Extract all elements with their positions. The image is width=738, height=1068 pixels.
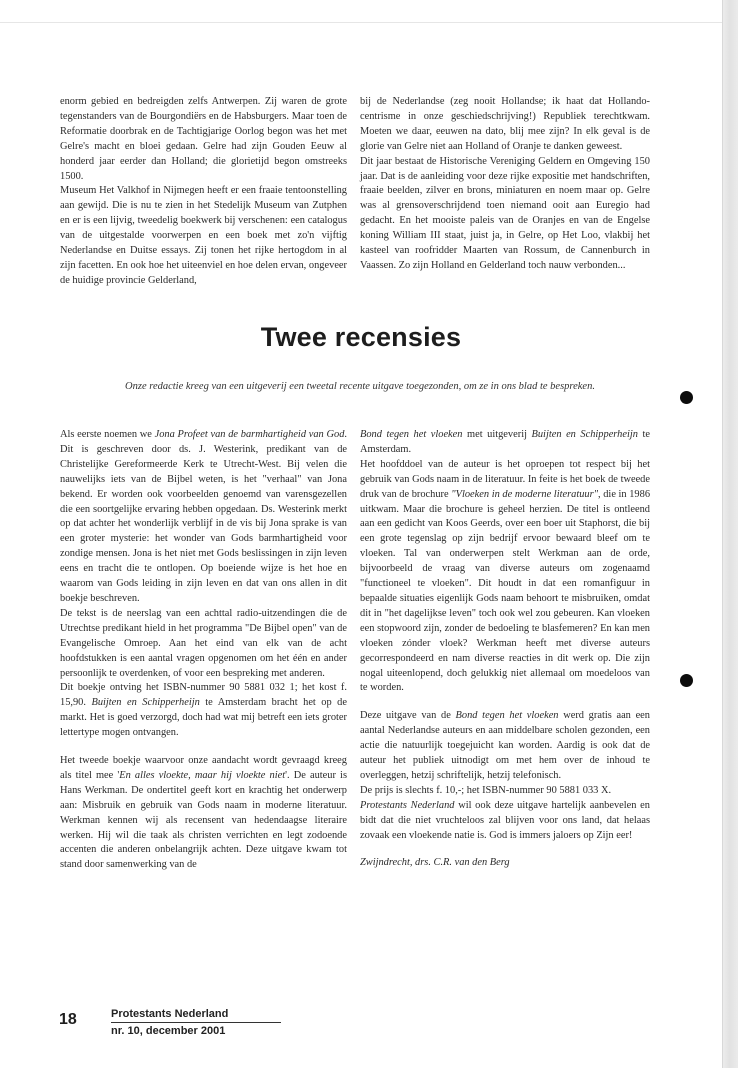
top-right-column (360, 95, 650, 274)
paragraph: De prijs is slechts f. 10,-; het ISBN-nummer 90 5881 033 X. (360, 784, 612, 796)
organization-name: Bond tegen het vloeken (455, 710, 559, 722)
page-number: 18 (59, 1011, 77, 1028)
paragraph: Dit boekje ontving het ISBN-nummer 90 5881 032 1; het kost f. 15,90. Buijten en Schipperheijn te Amsterdam bracht het op de markt. Het is goed verzorgd, doch had wat mij betreft een iets groter lettertype mogen ontvangen. (60, 682, 347, 739)
punch-hole (680, 674, 693, 687)
paragraph: Bond tegen het vloeken met uitgeverij Buijten en Schipperheijn te Amsterdam. (360, 429, 650, 455)
top-left-column (60, 95, 347, 289)
paragraph: bij de Nederlandse (zeg nooit Hollandse; ik haat dat Hollando-centrisme in onze geschiedschrijving!) Republiek terechtkwam. Moeten we daar, eeuwen na dato, blij mee zijn? In elk geval is de glorie van Gelre niet aan Holland of Oranje te danken geweest. (360, 96, 650, 152)
page-footer (111, 1007, 281, 1038)
paragraph: Museum Het Valkhof in Nijmegen heeft er een fraaie tentoonstelling aan gewijd. Die is nu te zien in het Stedelijk Museum van Zutphen en er is een lijvig, tweedelig boekwerk bij verschenen: een catalogus van de uitgestalde voorwerpen en een boek met zo'n vijftig Nederlandse en Duitse essays. Zij tonen het rijke hertogdom in al zijn facetten. En ook hoe het uiteenviel en hoe delen ervan, ongeveer de huidige provincie Gelderland, (60, 185, 347, 286)
magazine-name: Protestants Nederland (360, 799, 455, 811)
brochure-title: "Vloeken in de moderne literatuur" (451, 488, 599, 500)
footer-rule (111, 1022, 281, 1023)
publisher-name: Buijten en Schipperheijn (531, 429, 638, 440)
footer-issue: nr. 10, december 2001 (111, 1025, 226, 1037)
footer-magazine-name: Protestants Nederland (111, 1008, 229, 1020)
scan-edge (722, 0, 738, 1068)
paragraph: Protestants Nederland wil ook deze uitgave hartelijk aanbevelen en bidt dat die niet vruchteloos zal blijven voor ons land, dat helaas zovaak een vloekende natie is. God is immers jaloers op Zijn eer! (360, 799, 650, 841)
top-edge-line (0, 22, 722, 23)
publisher-name: Buijten en Schipperheijn (91, 697, 200, 709)
section-intro: Onze redactie kreeg van een uitgeverij een tweetal recente uitgave toegezonden, om ze in ons blad te bespreken. (125, 381, 595, 392)
review-right-column (360, 428, 650, 871)
punch-hole (680, 391, 693, 404)
organization-name: Bond tegen het vloeken (360, 429, 463, 440)
section-heading: Twee recensies (260, 322, 462, 352)
review-left-column (60, 428, 347, 873)
paragraph: De tekst is de neerslag van een achttal radio-uitzendingen die de Utrechtse predikant hield in het programma "De Bijbel open" van de Evangelische Omroep. Aan het eind van elk van de acht hoofdstukken is een aantal vragen opgenomen om het één en ander persoonlijk te overdenken, of voor een bespreking met anderen. (60, 607, 347, 679)
paragraph: enorm gebied en bedreigden zelfs Antwerpen. Zij waren de grote tegenstanders van de Bourgondiërs en de Habsburgers. Maar toen de Reformatie doorbrak en de Tachtigjarige Oorlog begon was het met Gelre's macht en bloei gedaan. Gelre had zijn Gouden Eeuw al honderd jaar eerder dan Holland; die glorietijd begon omstreeks 1500. (60, 96, 347, 182)
paragraph: Dit jaar bestaat de Historische Vereniging Geldern en Omgeving 150 jaar. Dat is de aanleiding voor deze rijke expositie met handschriften, fraaie beelden, zilver en brons, miniaturen en noem maar op. Gelre was al grensoverschrijdend toen niemand ooit aan Euregio had gedacht. En het mooiste paleis van de Oranjes en van de Engelse koning William III staat, juist ja, in Gelre, op Het Loo, vlakbij het kasteel van roofridder Maarten van Rossum, de Cannenburch in Vaassen. Zo zijn Holland en Gelderland toch nauw verbonden... (360, 155, 650, 271)
author-signature: Zwijndrecht, drs. C.R. van den Berg (360, 857, 510, 869)
paragraph: Deze uitgave van de Bond tegen het vloeken werd gratis aan een aantal Nederlandse auteurs en aan middelbare scholen gezonden, een actie die natuurlijk toegejuicht kan worden. Aardig is ook dat de auteur het publiek uitnodigt om met hem over de inhoud te overleggen, hetzij schriftelijk, hetzij telefonisch. (360, 710, 650, 781)
book-title: En alles vloekte, maar hij vloekte niet (119, 769, 286, 781)
paragraph: Als eerste noemen we Jona Profeet van de barmhartigheid van God. Dit is geschreven door ds. J. Westerink, predikant van de Christelijke Gereformeerde Kerk te Utrecht-West. Bij velen die nauwelijks iets van de Bijbel weten, is het "verhaal" van Jona bekend. Er worden ook voorbeelden genoemd van varensgezellen die een soortgelijke ervaring hebben opgedaan. Ds. Westerink merkt op dat achter het wonderlijk verblijf in de vis bij Jona sprake is van een groter mysterie: het wonder van Gods barmhartigheid voor zondige mensen. Jona is het niet met Gods beslissingen in zijn leven eens en tracht die te ontlopen. Op boeiende wijze is het hoe en waarom van Gods leiding in zijn leven en dat van ons allen in dit boekje beschreven. (60, 429, 347, 604)
paragraph: Het tweede boekje waarvoor onze aandacht wordt gevraagd kreeg als titel mee 'En alles vloekte, maar hij vloekte niet'. De auteur is Hans Werkman. De ondertitel geeft kort en krachtig het onderwerp aan: Misbruik en gebruik van Gods naam in moderne literatuur. Werkman kennen wij als recensent van hedendaagse literaire werken. Hij wil die taak als christen verrichten en legt zodoende accenten die anderen onbelangrijk achten. Deze uitgave kwam tot stand door samenwerking van de (60, 755, 347, 871)
book-title: Jona Profeet van de barmhartigheid van God (154, 429, 345, 440)
paragraph: Het hoofddoel van de auteur is het oproepen tot respect bij het gebruik van Gods naam in de literatuur. In feite is het boek de tweede druk van de brochure "Vloeken in de moderne literatuur", die in 1986 uitkwam. Maar die brochure is geheel herzien. De titel is ontleend aan een gedicht van Koos Geerds, over een boer uit Staphorst, die bij een grote tegenslag op zijn bedrijf ervoor bewaard bleef om te vloeken. Tal van onderwerpen stelt Werkman aan de orde, bijvoorbeeld de vraag van diverse auteurs om zogenaamd "functioneel te vloeken". Dit houdt in dat een romanfiguur in bepaalde situaties eigenlijk Gods naam behoort te misbruiken, omdat dit in "het dagelijkse leven" toch ook wel zou gebeuren. Kan vloeken een stopwoord zijn, zonder de bedoeling te blasfemeren? En kan men vloeken zónder vloek? Werkman heeft met diverse auteurs gecorrespondeerd en nam diverse reacties in dit werk op. Die zijn nogal uiteenlopend, doch gelukkig niet allemaal om moedeloos van te worden. (360, 458, 651, 694)
